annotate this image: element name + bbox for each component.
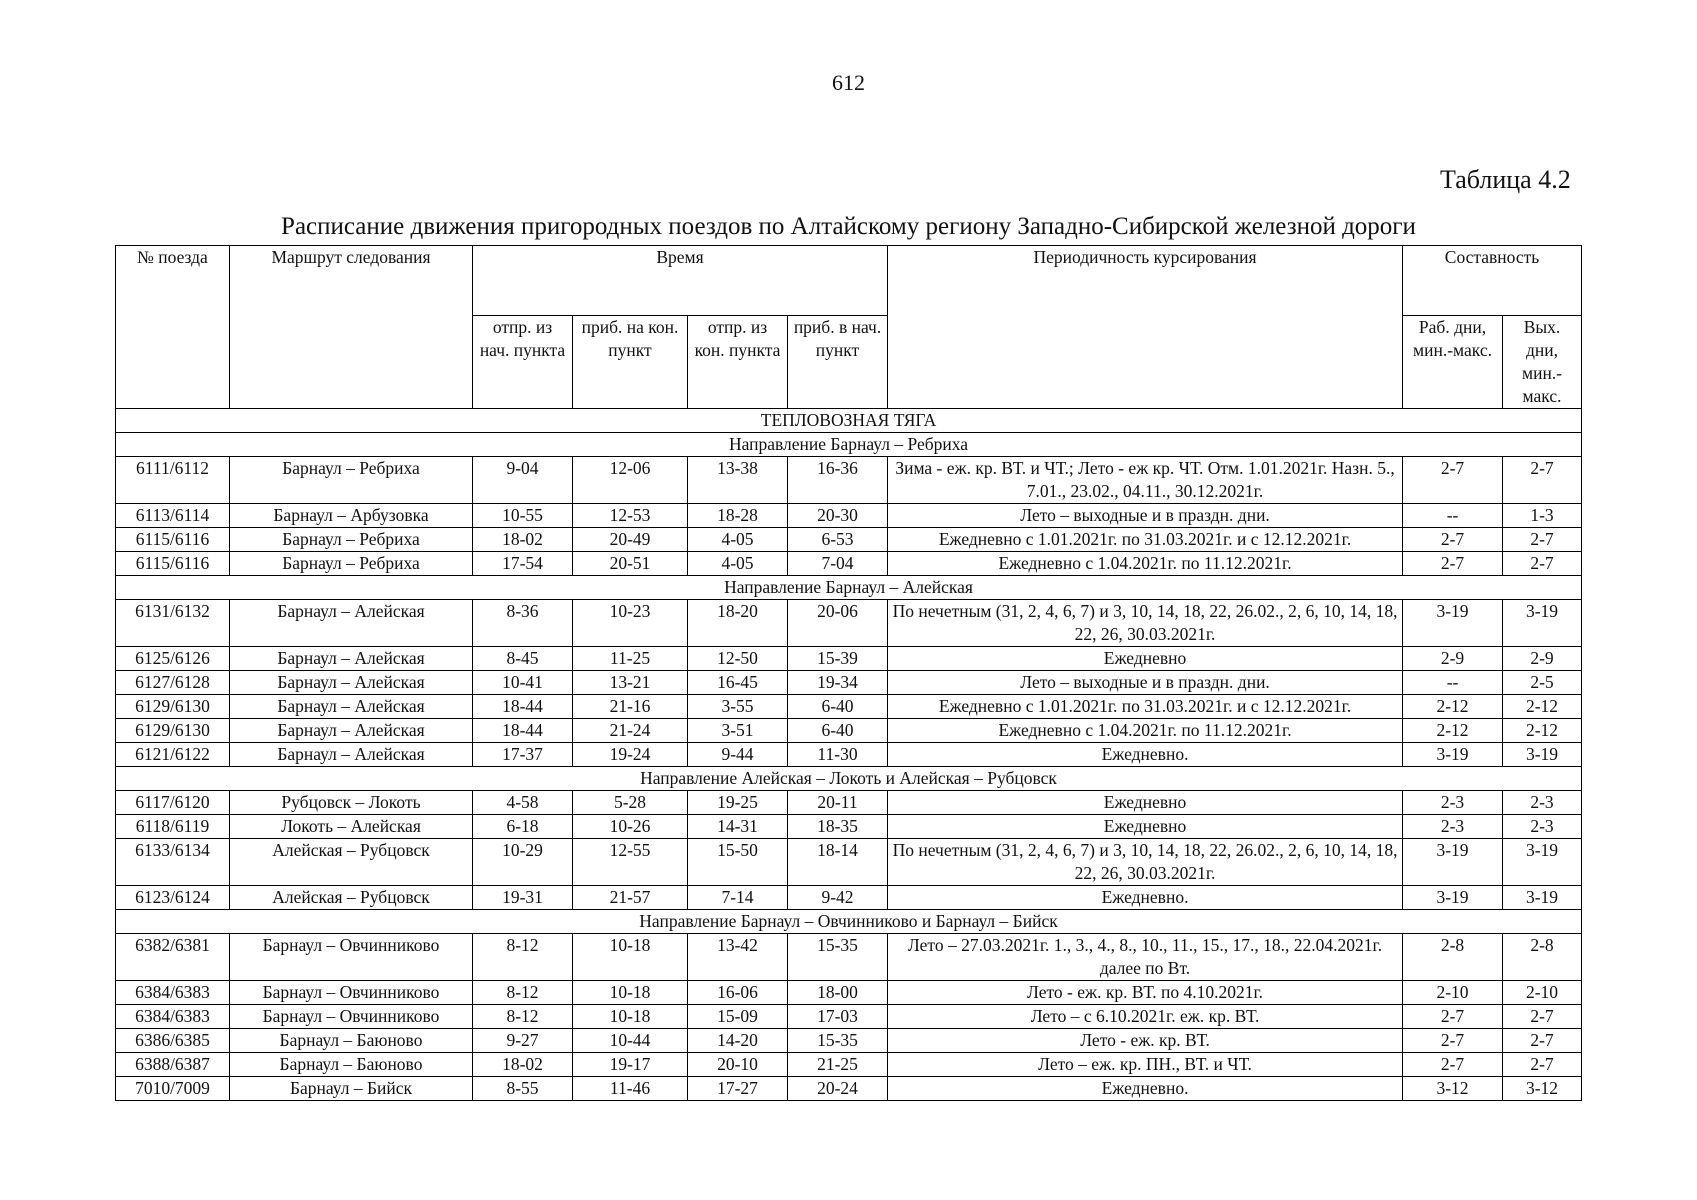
cell-route: Барнаул – Алейская [230,647,473,671]
cell-arr-start: 18-35 [788,815,888,839]
cell-arr-start: 6-53 [788,528,888,552]
cell-route: Алейская – Рубцовск [230,839,473,886]
cell-periodicity: Зима - еж. кр. ВТ. и ЧТ.; Лето - еж кр. ЧТ. Отм. 1.01.2021г. Назн. 5., 7.01., 23.02., 04.11., 30.12.2021г. [888,457,1403,504]
cell-train-number: 7010/7009 [116,1077,230,1101]
cell-workdays: 3-19 [1403,600,1503,647]
header-arr-end: приб. на кон. пункт [573,316,688,409]
cell-arr-start: 15-35 [788,1029,888,1053]
cell-route: Барнаул – Алейская [230,671,473,695]
cell-dep-start: 17-37 [473,743,573,767]
cell-route: Барнаул – Овчинниково [230,934,473,981]
cell-dep-start: 8-12 [473,1005,573,1029]
cell-arr-start: 20-30 [788,504,888,528]
cell-weekends: 2-7 [1503,1029,1582,1053]
cell-dep-start: 8-45 [473,647,573,671]
section-title: Направление Алейская – Локоть и Алейская – Рубцовск [116,767,1582,791]
cell-route: Барнаул – Овчинниково [230,1005,473,1029]
cell-arr-end: 19-24 [573,743,688,767]
cell-weekends: 2-12 [1503,719,1582,743]
table-row [116,1053,1582,1077]
cell-workdays: 2-10 [1403,981,1503,1005]
cell-arr-start: 6-40 [788,695,888,719]
cell-dep-end: 14-31 [688,815,788,839]
cell-train-number: 6121/6122 [116,743,230,767]
cell-arr-start: 9-42 [788,886,888,910]
cell-arr-end: 13-21 [573,671,688,695]
cell-weekends: 2-12 [1503,695,1582,719]
cell-dep-start: 18-44 [473,719,573,743]
cell-arr-end: 12-55 [573,839,688,886]
table-body [116,409,1582,1101]
table-row [116,981,1582,1005]
table-row [116,815,1582,839]
cell-dep-end: 3-55 [688,695,788,719]
cell-workdays: 2-7 [1403,1053,1503,1077]
cell-route: Барнаул – Алейская [230,743,473,767]
cell-route: Барнаул – Баюново [230,1053,473,1077]
section-title: Направление Барнаул – Ребриха [116,433,1582,457]
cell-arr-end: 5-28 [573,791,688,815]
header-time: Время [473,246,888,316]
cell-arr-end: 10-18 [573,1005,688,1029]
cell-arr-start: 21-25 [788,1053,888,1077]
cell-weekends: 2-7 [1503,1053,1582,1077]
cell-workdays: 2-9 [1403,647,1503,671]
table-row [116,1077,1582,1101]
cell-weekends: 2-3 [1503,815,1582,839]
cell-weekends: 2-3 [1503,791,1582,815]
cell-periodicity: Ежедневно с 1.04.2021г. по 11.12.2021г. [888,719,1403,743]
cell-dep-end: 13-38 [688,457,788,504]
header-workdays: Раб. дни, мин.-макс. [1403,316,1503,409]
cell-route: Барнаул – Ребриха [230,457,473,504]
cell-periodicity: Ежедневно. [888,1077,1403,1101]
header-dep-start: отпр. из нач. пункта [473,316,573,409]
cell-arr-start: 15-39 [788,647,888,671]
cell-weekends: 1-3 [1503,504,1582,528]
cell-route: Барнаул – Овчинниково [230,981,473,1005]
cell-dep-end: 18-28 [688,504,788,528]
section-title: Направление Барнаул – Овчинниково и Барнаул – Бийск [116,910,1582,934]
cell-arr-end: 21-16 [573,695,688,719]
cell-dep-end: 14-20 [688,1029,788,1053]
cell-workdays: -- [1403,504,1503,528]
cell-weekends: 2-7 [1503,528,1582,552]
cell-weekends: 3-19 [1503,839,1582,886]
cell-train-number: 6129/6130 [116,719,230,743]
cell-dep-start: 8-55 [473,1077,573,1101]
cell-arr-end: 10-18 [573,981,688,1005]
page-number: 612 [832,70,865,95]
cell-route: Барнаул – Алейская [230,695,473,719]
table-row [116,647,1582,671]
cell-workdays: 2-12 [1403,719,1503,743]
cell-periodicity: Ежедневно [888,791,1403,815]
table-row [116,528,1582,552]
header-weekends: Вых. дни, мин.-макс. [1503,316,1582,409]
cell-arr-start: 11-30 [788,743,888,767]
cell-periodicity: Ежедневно. [888,886,1403,910]
table-row [116,886,1582,910]
cell-train-number: 6115/6116 [116,528,230,552]
cell-arr-end: 10-44 [573,1029,688,1053]
table-row [116,839,1582,886]
cell-dep-end: 15-50 [688,839,788,886]
cell-route: Барнаул – Ребриха [230,528,473,552]
cell-train-number: 6118/6119 [116,815,230,839]
cell-periodicity: Ежедневно [888,815,1403,839]
cell-arr-start: 20-06 [788,600,888,647]
cell-workdays: 2-7 [1403,1029,1503,1053]
cell-workdays: -- [1403,671,1503,695]
cell-route: Рубцовск – Локоть [230,791,473,815]
header-train-number: № поезда [116,246,230,409]
cell-arr-start: 18-00 [788,981,888,1005]
cell-route: Барнаул – Бийск [230,1077,473,1101]
cell-periodicity: Лето – еж. кр. ПН., ВТ. и ЧТ. [888,1053,1403,1077]
table-row [116,1029,1582,1053]
cell-train-number: 6129/6130 [116,695,230,719]
cell-periodicity: Лето - еж. кр. ВТ. [888,1029,1403,1053]
table-row [116,457,1582,504]
cell-periodicity: Лето - еж. кр. ВТ. по 4.10.2021г. [888,981,1403,1005]
cell-train-number: 6113/6114 [116,504,230,528]
cell-arr-end: 21-24 [573,719,688,743]
cell-arr-end: 19-17 [573,1053,688,1077]
header-dep-end: отпр. из кон. пункта [688,316,788,409]
cell-train-number: 6133/6134 [116,839,230,886]
cell-dep-start: 19-31 [473,886,573,910]
cell-dep-end: 16-45 [688,671,788,695]
cell-periodicity: По нечетным (31, 2, 4, 6, 7) и 3, 10, 14, 18, 22, 26.02., 2, 6, 10, 14, 18, 22, 26, 30.03.2021г. [888,839,1403,886]
cell-route: Локоть – Алейская [230,815,473,839]
cell-dep-end: 12-50 [688,647,788,671]
cell-dep-end: 15-09 [688,1005,788,1029]
cell-train-number: 6382/6381 [116,934,230,981]
cell-arr-end: 10-26 [573,815,688,839]
cell-dep-start: 18-02 [473,1053,573,1077]
cell-dep-end: 18-20 [688,600,788,647]
cell-dep-start: 17-54 [473,552,573,576]
cell-periodicity: По нечетным (31, 2, 4, 6, 7) и 3, 10, 14, 18, 22, 26.02., 2, 6, 10, 14, 18, 22, 26, 30.03.2021г. [888,600,1403,647]
cell-workdays: 2-3 [1403,815,1503,839]
cell-periodicity: Ежедневно с 1.01.2021г. по 31.03.2021г. и с 12.12.2021г. [888,528,1403,552]
cell-train-number: 6127/6128 [116,671,230,695]
cell-train-number: 6384/6383 [116,1005,230,1029]
cell-dep-end: 20-10 [688,1053,788,1077]
cell-train-number: 6388/6387 [116,1053,230,1077]
cell-arr-end: 20-49 [573,528,688,552]
cell-weekends: 3-19 [1503,600,1582,647]
cell-dep-start: 18-44 [473,695,573,719]
cell-route: Барнаул – Баюново [230,1029,473,1053]
cell-weekends: 2-7 [1503,1005,1582,1029]
cell-workdays: 3-19 [1403,886,1503,910]
cell-dep-start: 18-02 [473,528,573,552]
cell-arr-start: 17-03 [788,1005,888,1029]
table-row [116,600,1582,647]
cell-periodicity: Ежедневно [888,647,1403,671]
schedule-table [115,245,1582,1101]
cell-periodicity: Лето – с 6.10.2021г. еж. кр. ВТ. [888,1005,1403,1029]
cell-dep-end: 16-06 [688,981,788,1005]
cell-arr-end: 10-18 [573,934,688,981]
cell-arr-start: 18-14 [788,839,888,886]
table-label: Таблица 4.2 [1440,165,1571,194]
cell-arr-start: 6-40 [788,719,888,743]
cell-weekends: 3-12 [1503,1077,1582,1101]
cell-arr-end: 10-23 [573,600,688,647]
cell-train-number: 6117/6120 [116,791,230,815]
cell-dep-end: 3-51 [688,719,788,743]
cell-periodicity: Ежедневно с 1.04.2021г. по 11.12.2021г. [888,552,1403,576]
cell-arr-start: 16-36 [788,457,888,504]
cell-periodicity: Ежедневно. [888,743,1403,767]
cell-dep-end: 17-27 [688,1077,788,1101]
cell-weekends: 3-19 [1503,886,1582,910]
cell-workdays: 2-7 [1403,1005,1503,1029]
cell-workdays: 2-3 [1403,791,1503,815]
cell-train-number: 6123/6124 [116,886,230,910]
cell-arr-end: 11-46 [573,1077,688,1101]
cell-periodicity: Лето – 27.03.2021г. 1., 3., 4., 8., 10., 11., 15., 17., 18., 22.04.2021г. далее по Вт. [888,934,1403,981]
cell-train-number: 6115/6116 [116,552,230,576]
header-arr-start: приб. в нач. пункт [788,316,888,409]
cell-weekends: 2-9 [1503,647,1582,671]
header-composition: Составность [1403,246,1582,316]
cell-weekends: 2-7 [1503,552,1582,576]
cell-weekends: 3-19 [1503,743,1582,767]
cell-train-number: 6111/6112 [116,457,230,504]
cell-weekends: 2-5 [1503,671,1582,695]
cell-workdays: 2-7 [1403,552,1503,576]
cell-dep-start: 6-18 [473,815,573,839]
cell-dep-start: 10-41 [473,671,573,695]
cell-weekends: 2-10 [1503,981,1582,1005]
cell-dep-start: 10-29 [473,839,573,886]
cell-arr-start: 7-04 [788,552,888,576]
cell-periodicity: Лето – выходные и в праздн. дни. [888,671,1403,695]
cell-periodicity: Лето – выходные и в праздн. дни. [888,504,1403,528]
cell-dep-start: 10-55 [473,504,573,528]
cell-weekends: 2-8 [1503,934,1582,981]
cell-workdays: 2-7 [1403,528,1503,552]
cell-route: Алейская – Рубцовск [230,886,473,910]
cell-arr-end: 20-51 [573,552,688,576]
cell-route: Барнаул – Алейская [230,600,473,647]
cell-arr-start: 20-11 [788,791,888,815]
table-row [116,504,1582,528]
section-title: Направление Барнаул – Алейская [116,576,1582,600]
cell-dep-end: 13-42 [688,934,788,981]
cell-train-number: 6131/6132 [116,600,230,647]
cell-dep-end: 4-05 [688,528,788,552]
cell-periodicity: Ежедневно с 1.01.2021г. по 31.03.2021г. и с 12.12.2021г. [888,695,1403,719]
header-route: Маршрут следования [230,246,473,409]
cell-dep-start: 8-12 [473,934,573,981]
table-row [116,791,1582,815]
table-row [116,671,1582,695]
cell-arr-start: 15-35 [788,934,888,981]
table-header [116,246,1582,409]
cell-arr-start: 19-34 [788,671,888,695]
cell-dep-end: 9-44 [688,743,788,767]
cell-arr-start: 20-24 [788,1077,888,1101]
cell-dep-start: 4-58 [473,791,573,815]
cell-dep-start: 9-04 [473,457,573,504]
cell-weekends: 2-7 [1503,457,1582,504]
table-title: Расписание движения пригородных поездов по Алтайскому региону Западно-Сибирской железной дороги [281,213,1416,240]
cell-workdays: 2-7 [1403,457,1503,504]
cell-arr-end: 12-06 [573,457,688,504]
table-row [116,695,1582,719]
cell-workdays: 3-19 [1403,839,1503,886]
cell-train-number: 6125/6126 [116,647,230,671]
cell-dep-start: 9-27 [473,1029,573,1053]
cell-arr-end: 11-25 [573,647,688,671]
cell-dep-end: 7-14 [688,886,788,910]
table-row [116,743,1582,767]
cell-dep-start: 8-36 [473,600,573,647]
cell-workdays: 3-12 [1403,1077,1503,1101]
table-row [116,934,1582,981]
cell-dep-start: 8-12 [473,981,573,1005]
table-row [116,1005,1582,1029]
cell-route: Барнаул – Арбузовка [230,504,473,528]
cell-arr-end: 21-57 [573,886,688,910]
cell-dep-end: 4-05 [688,552,788,576]
traction-row: ТЕПЛОВОЗНАЯ ТЯГА [116,409,1582,433]
cell-route: Барнаул – Алейская [230,719,473,743]
cell-arr-end: 12-53 [573,504,688,528]
cell-train-number: 6384/6383 [116,981,230,1005]
table-row [116,719,1582,743]
table-row [116,552,1582,576]
header-periodicity: Периодичность курсирования [888,246,1403,409]
cell-dep-end: 19-25 [688,791,788,815]
cell-train-number: 6386/6385 [116,1029,230,1053]
cell-workdays: 2-12 [1403,695,1503,719]
cell-route: Барнаул – Ребриха [230,552,473,576]
cell-workdays: 3-19 [1403,743,1503,767]
cell-workdays: 2-8 [1403,934,1503,981]
